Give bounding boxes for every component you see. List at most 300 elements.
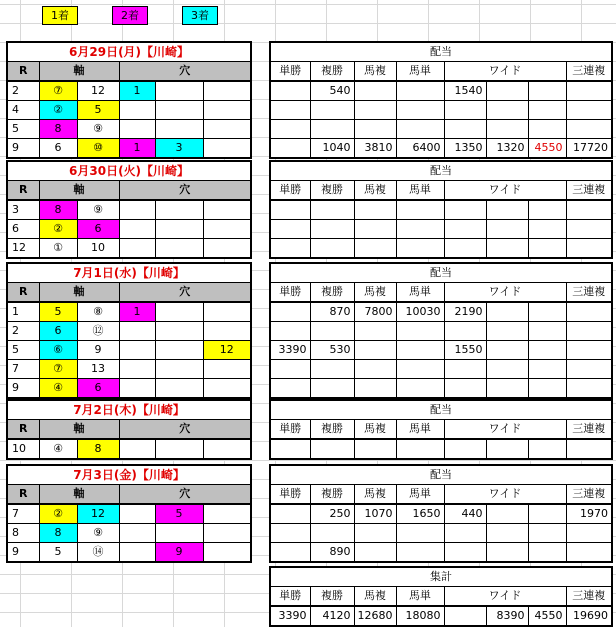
table-cell: 1320 (486, 139, 528, 159)
table-cell (566, 239, 612, 259)
table-cell (310, 220, 354, 239)
table-cell (528, 81, 566, 101)
table-cell: 馬複 (354, 62, 396, 82)
table-cell: 13 (77, 360, 119, 379)
table-cell (310, 239, 354, 259)
table-cell (566, 360, 612, 379)
table-cell (486, 81, 528, 101)
table-cell (354, 524, 396, 543)
table-cell: 5 (7, 120, 39, 139)
table-cell (486, 524, 528, 543)
table-cell (119, 360, 155, 379)
table-cell: 5 (7, 341, 39, 360)
table-cell (270, 139, 310, 159)
table-cell: 配当 (270, 161, 612, 181)
table-cell (270, 543, 310, 563)
table-cell (486, 200, 528, 220)
table-cell (119, 524, 155, 543)
table-cell (354, 81, 396, 101)
table-cell: ワイド (444, 283, 566, 303)
table-cell: R (7, 420, 39, 440)
table-cell (486, 504, 528, 524)
table-cell (396, 81, 444, 101)
table-cell: 三連複 (566, 62, 612, 82)
table-cell: 3390 (270, 606, 310, 626)
table-cell: 馬複 (354, 181, 396, 201)
table-cell: 9 (7, 543, 39, 563)
legend-2nd: 2着 (112, 6, 148, 25)
table-cell (528, 220, 566, 239)
table-cell: 19690 (566, 606, 612, 626)
table-cell: 単勝 (270, 420, 310, 440)
table-cell (203, 322, 251, 341)
table-cell: R (7, 181, 39, 201)
table-cell: 複勝 (310, 485, 354, 505)
table-cell: 9 (155, 543, 203, 563)
table-cell (354, 239, 396, 259)
race-table-0701 (6, 262, 252, 399)
table-cell: 1540 (444, 81, 486, 101)
summary-table (269, 566, 613, 627)
table-cell: 馬単 (396, 283, 444, 303)
table-cell: ワイド (444, 62, 566, 82)
table-cell (155, 120, 203, 139)
table-cell (444, 379, 486, 399)
table-cell (528, 101, 566, 120)
table-row (270, 139, 612, 159)
table-cell: 4 (7, 101, 39, 120)
race-table-0630 (6, 160, 252, 259)
table-cell: 穴 (119, 420, 251, 440)
header-axis: 軸 (39, 62, 119, 82)
table-cell (155, 439, 203, 459)
table-cell: 単勝 (270, 485, 310, 505)
table-cell (119, 101, 155, 120)
table-cell: 馬単 (396, 62, 444, 82)
table-cell: ワイド (444, 587, 566, 607)
payout-title: 配当 (270, 42, 612, 62)
table-cell: ⑦ (39, 81, 77, 101)
table-cell: 複勝 (310, 181, 354, 201)
table-cell: 8 (39, 524, 77, 543)
table-cell (203, 524, 251, 543)
table-cell: ⑧ (77, 302, 119, 322)
table-cell (396, 220, 444, 239)
table-cell (566, 81, 612, 101)
table-cell (528, 524, 566, 543)
payout-table-0701 (269, 262, 613, 399)
table-cell: 6 (77, 220, 119, 239)
race-table-0629 (6, 41, 252, 159)
table-cell (203, 302, 251, 322)
table-cell (119, 341, 155, 360)
table-cell (155, 379, 203, 399)
table-cell (444, 543, 486, 563)
table-cell: 6 (39, 139, 77, 159)
table-cell (203, 439, 251, 459)
table-cell (155, 360, 203, 379)
table-cell (528, 379, 566, 399)
table-cell: 配当 (270, 400, 612, 420)
table-cell: 2190 (444, 302, 486, 322)
table-cell (444, 120, 486, 139)
table-cell: 4550 (528, 139, 566, 159)
table-row (270, 101, 612, 120)
table-cell: 三連複 (566, 485, 612, 505)
table-cell: 配当 (270, 465, 612, 485)
table-cell: ワイド (444, 181, 566, 201)
table-cell: 10 (7, 439, 39, 459)
table-cell (396, 439, 444, 459)
table-cell: 3390 (270, 341, 310, 360)
race-table-0703 (6, 464, 252, 563)
table-cell: ④ (39, 439, 77, 459)
table-cell: 軸 (39, 420, 119, 440)
table-cell (119, 120, 155, 139)
table-cell: 6400 (396, 139, 444, 159)
table-cell: 1 (119, 139, 155, 159)
table-row (270, 360, 612, 379)
table-row (7, 524, 251, 543)
table-cell: 単勝 (270, 587, 310, 607)
table-cell: 8 (39, 120, 77, 139)
table-cell: 12 (77, 504, 119, 524)
table-cell (155, 239, 203, 259)
table-cell (270, 360, 310, 379)
table-cell: 6 (77, 379, 119, 399)
table-cell: 穴 (119, 283, 251, 303)
table-cell (270, 439, 310, 459)
legend-1st: 1着 (42, 6, 78, 25)
table-row (7, 379, 251, 399)
table-cell: 7800 (354, 302, 396, 322)
table-cell: 10030 (396, 302, 444, 322)
table-cell: 馬複 (354, 420, 396, 440)
table-row (270, 543, 612, 563)
table-cell (310, 200, 354, 220)
table-cell (566, 341, 612, 360)
table-cell: 単勝 (270, 62, 310, 82)
table-cell (203, 120, 251, 139)
table-cell (155, 322, 203, 341)
table-cell: 9 (7, 379, 39, 399)
table-row (270, 200, 612, 220)
table-row (7, 322, 251, 341)
table-cell: R (7, 485, 39, 505)
table-cell (566, 524, 612, 543)
table-cell (354, 439, 396, 459)
table-cell: 穴 (119, 181, 251, 201)
table-cell (444, 200, 486, 220)
table-cell: 1040 (310, 139, 354, 159)
table-cell: 17720 (566, 139, 612, 159)
table-cell (155, 524, 203, 543)
table-row (270, 81, 612, 101)
table-cell (396, 543, 444, 563)
table-cell (528, 504, 566, 524)
table-cell (119, 220, 155, 239)
table-cell: ② (39, 220, 77, 239)
table-cell: 12 (77, 81, 119, 101)
table-cell (528, 120, 566, 139)
table-cell (566, 220, 612, 239)
race-title: 6月30日(火)【川崎】 (7, 161, 251, 181)
table-cell: 6 (7, 220, 39, 239)
table-cell (119, 543, 155, 563)
table-cell: 3810 (354, 139, 396, 159)
table-cell: 馬単 (396, 181, 444, 201)
table-row (7, 81, 251, 101)
table-cell (444, 101, 486, 120)
table-cell (528, 439, 566, 459)
table-cell (119, 504, 155, 524)
table-cell: 890 (310, 543, 354, 563)
race-title: 6月29日(月)【川崎】 (7, 42, 251, 62)
table-row (7, 504, 251, 524)
table-cell: 単勝 (270, 181, 310, 201)
race-title: 7月3日(金)【川崎】 (7, 465, 251, 485)
table-row (7, 120, 251, 139)
table-row (7, 543, 251, 563)
table-cell: 3 (7, 200, 39, 220)
table-cell (486, 220, 528, 239)
table-cell: ⑨ (77, 120, 119, 139)
table-cell (354, 543, 396, 563)
table-cell: 5 (155, 504, 203, 524)
table-cell: 1650 (396, 504, 444, 524)
table-cell (155, 101, 203, 120)
table-cell: 5 (39, 543, 77, 563)
table-cell (566, 101, 612, 120)
table-cell: 軸 (39, 485, 119, 505)
table-cell (310, 101, 354, 120)
table-cell: 1350 (444, 139, 486, 159)
table-cell: 4550 (528, 606, 566, 626)
table-cell: 8 (39, 200, 77, 220)
table-cell (566, 543, 612, 563)
header-r: R (7, 62, 39, 82)
table-cell: 馬複 (354, 485, 396, 505)
table-cell: 10 (77, 239, 119, 259)
table-cell: 250 (310, 504, 354, 524)
table-row (270, 220, 612, 239)
table-cell: 馬複 (354, 283, 396, 303)
table-cell (119, 439, 155, 459)
table-row (7, 239, 251, 259)
table-cell: 1 (7, 302, 39, 322)
table-cell (270, 200, 310, 220)
table-cell (486, 379, 528, 399)
payout-table-0702 (269, 399, 613, 460)
table-cell: 複勝 (310, 587, 354, 607)
table-cell: ② (39, 101, 77, 120)
table-cell (566, 200, 612, 220)
table-cell (396, 101, 444, 120)
table-cell (203, 220, 251, 239)
table-cell: 2 (7, 81, 39, 101)
table-cell (203, 543, 251, 563)
table-cell (444, 524, 486, 543)
table-cell: 8390 (486, 606, 528, 626)
table-cell (396, 239, 444, 259)
table-row (7, 439, 251, 459)
payout-table-0629 (269, 41, 613, 159)
table-cell: 7 (7, 504, 39, 524)
table-cell (486, 322, 528, 341)
table-cell (155, 302, 203, 322)
table-cell (203, 504, 251, 524)
table-cell (486, 360, 528, 379)
table-cell (310, 439, 354, 459)
table-cell (566, 439, 612, 459)
table-cell (119, 200, 155, 220)
table-cell (486, 543, 528, 563)
table-cell (155, 341, 203, 360)
table-cell: 8 (7, 524, 39, 543)
table-cell (486, 120, 528, 139)
table-cell (486, 239, 528, 259)
table-cell (119, 239, 155, 259)
table-cell (528, 322, 566, 341)
table-cell: 1 (119, 302, 155, 322)
table-row (7, 360, 251, 379)
table-cell (486, 101, 528, 120)
table-row (7, 341, 251, 360)
header-hole: 穴 (119, 62, 251, 82)
table-row (270, 439, 612, 459)
table-cell (566, 379, 612, 399)
table-cell (310, 524, 354, 543)
table-row (270, 120, 612, 139)
table-row (7, 101, 251, 120)
legend-3rd: 3着 (182, 6, 218, 25)
table-cell (155, 220, 203, 239)
table-cell (566, 120, 612, 139)
table-cell (528, 543, 566, 563)
table-cell: ② (39, 504, 77, 524)
table-row (7, 302, 251, 322)
table-cell (310, 120, 354, 139)
table-cell: 1 (119, 81, 155, 101)
table-cell: 1550 (444, 341, 486, 360)
table-cell (396, 322, 444, 341)
table-cell (486, 302, 528, 322)
table-cell: 配当 (270, 263, 612, 283)
table-cell (203, 101, 251, 120)
payout-table-0703 (269, 464, 613, 563)
table-cell (270, 81, 310, 101)
table-row (270, 524, 612, 543)
table-cell (354, 220, 396, 239)
table-cell (270, 322, 310, 341)
table-cell (155, 81, 203, 101)
table-cell (270, 379, 310, 399)
table-cell: 3 (155, 139, 203, 159)
table-cell: 馬単 (396, 485, 444, 505)
table-row (270, 302, 612, 322)
table-cell (310, 322, 354, 341)
table-cell: 7 (7, 360, 39, 379)
table-cell: ⑩ (77, 139, 119, 159)
table-cell (270, 120, 310, 139)
table-cell (354, 379, 396, 399)
table-cell: 馬単 (396, 420, 444, 440)
table-cell: 6 (39, 322, 77, 341)
table-cell: 馬単 (396, 587, 444, 607)
table-cell (396, 524, 444, 543)
table-cell: 1070 (354, 504, 396, 524)
table-cell (354, 120, 396, 139)
table-row (270, 504, 612, 524)
table-cell: 530 (310, 341, 354, 360)
race-title: 7月1日(水)【川崎】 (7, 263, 251, 283)
table-cell: 2 (7, 322, 39, 341)
table-cell (396, 120, 444, 139)
table-cell: 4120 (310, 606, 354, 626)
table-row (7, 220, 251, 239)
table-cell: 12680 (354, 606, 396, 626)
table-cell: ⑨ (77, 524, 119, 543)
table-cell (203, 379, 251, 399)
table-cell (444, 606, 486, 626)
table-cell (354, 101, 396, 120)
table-row (270, 379, 612, 399)
table-row (7, 139, 251, 159)
table-cell (486, 439, 528, 459)
table-cell: 三連複 (566, 283, 612, 303)
table-cell: 5 (77, 101, 119, 120)
race-table-0702 (6, 399, 252, 460)
table-cell: 三連複 (566, 420, 612, 440)
table-cell: 12 (7, 239, 39, 259)
table-cell (396, 341, 444, 360)
table-cell (396, 379, 444, 399)
table-cell (310, 360, 354, 379)
table-cell (270, 524, 310, 543)
payout-table-0630 (269, 160, 613, 259)
table-cell (203, 200, 251, 220)
table-cell (528, 302, 566, 322)
table-cell (528, 341, 566, 360)
table-cell: 440 (444, 504, 486, 524)
table-cell: ⑦ (39, 360, 77, 379)
table-cell (444, 220, 486, 239)
table-cell (444, 439, 486, 459)
table-cell (270, 101, 310, 120)
table-cell: 馬複 (354, 587, 396, 607)
table-row (270, 322, 612, 341)
table-cell: 軸 (39, 283, 119, 303)
table-cell: 8 (77, 439, 119, 459)
table-cell (203, 81, 251, 101)
table-cell: 複勝 (310, 283, 354, 303)
table-cell (444, 239, 486, 259)
table-cell: 軸 (39, 181, 119, 201)
summary-title: 集計 (270, 567, 612, 587)
table-cell (119, 379, 155, 399)
table-cell (528, 360, 566, 379)
table-cell: 複勝 (310, 62, 354, 82)
table-cell: ① (39, 239, 77, 259)
table-cell (396, 360, 444, 379)
table-cell (155, 200, 203, 220)
race-title: 7月2日(木)【川崎】 (7, 400, 251, 420)
table-cell (354, 322, 396, 341)
table-cell (203, 239, 251, 259)
table-cell: 540 (310, 81, 354, 101)
table-cell (354, 200, 396, 220)
table-cell (566, 302, 612, 322)
